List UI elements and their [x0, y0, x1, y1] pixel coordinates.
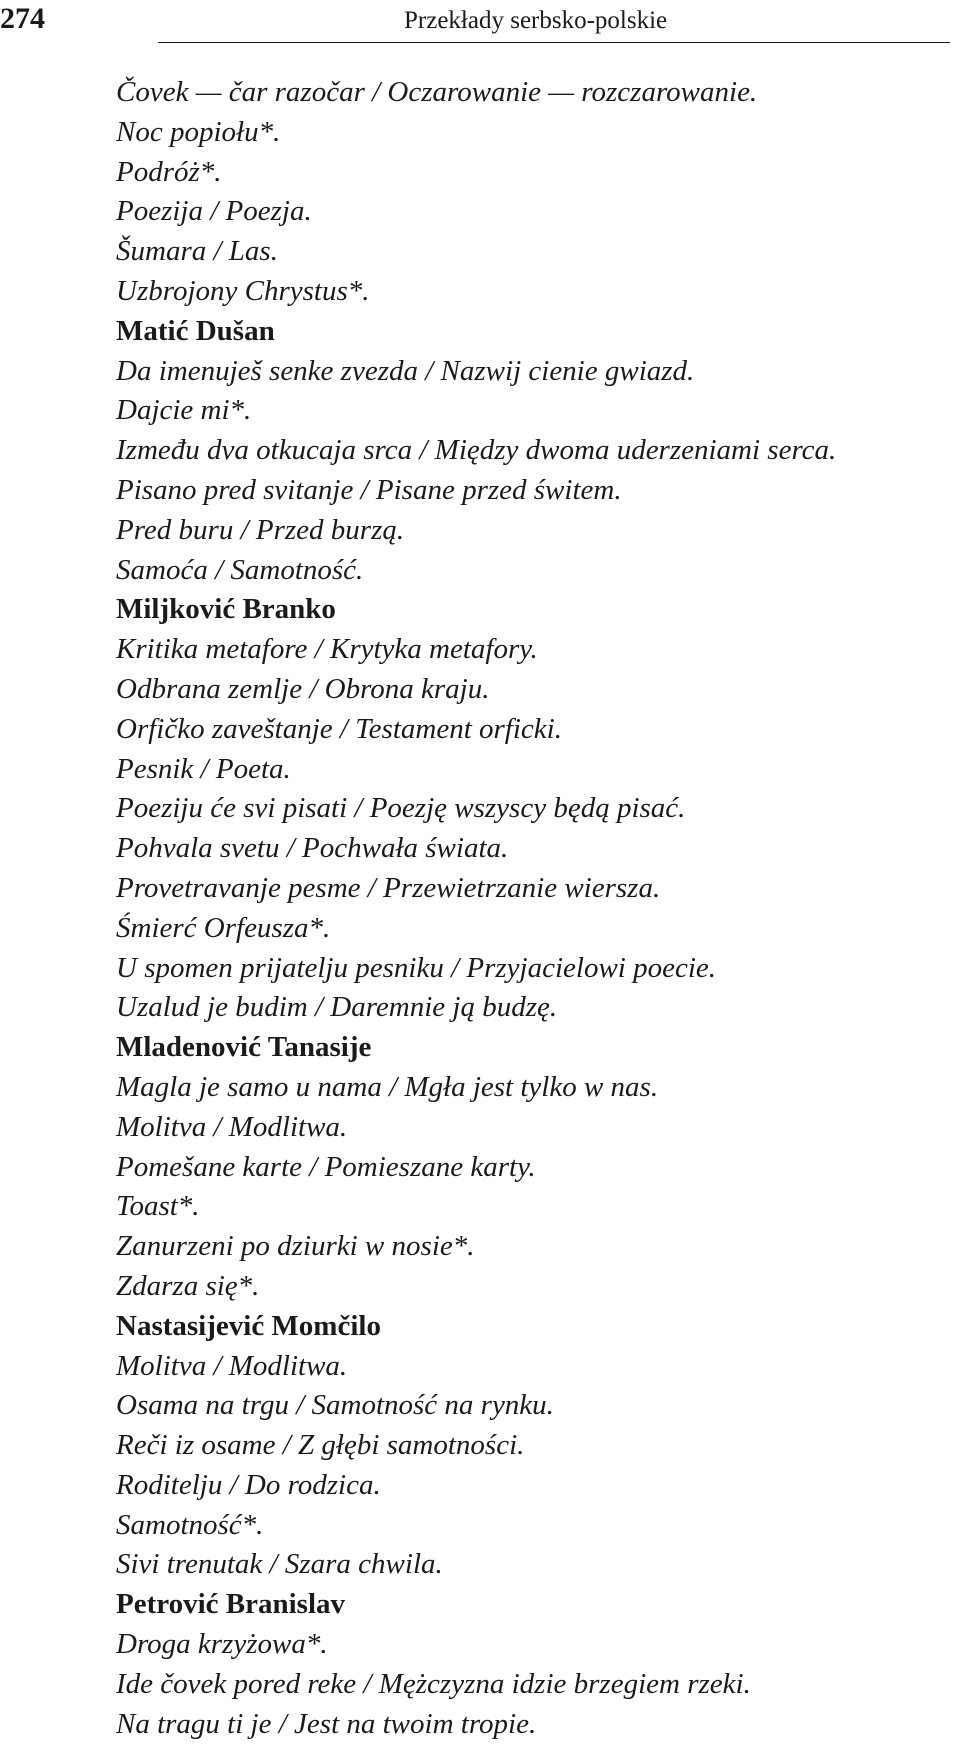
poem-title-entry: Kritika metafore / Krytyka metafory. [116, 633, 538, 666]
poem-title-entry: Čovek — čar razočar / Oczarowanie — rozczarowanie. [116, 76, 758, 108]
poem-title-entry: Samoća / Samotność. [116, 553, 364, 586]
poem-title-entry: Zdarza się*. [116, 1269, 260, 1302]
poem-title-entry: Uzbrojony Chrystus*. [116, 274, 370, 307]
poem-title-entry: Na tragu ti je / Jest na twoim tropie. [116, 1707, 537, 1740]
poem-title-entry: Magla je samo u nama / Mgła jest tylko w nas. [116, 1070, 659, 1103]
poem-title-entry: Reči iz osame / Z głębi samotności. [116, 1429, 525, 1462]
author-heading: Petrović Branislav [116, 1588, 346, 1621]
poem-title-entry: Da imenuješ senke zvezda / Nazwij cienie gwiazd. [116, 354, 695, 387]
poem-title-entry: Sivi trenutak / Szara chwila. [116, 1548, 443, 1581]
poem-title-entry: Molitva / Modlitwa. [116, 1110, 348, 1143]
poem-title-entry: Molitva / Modlitwa. [116, 1349, 348, 1382]
poem-title-entry: Droga krzyżowa*. [116, 1628, 328, 1661]
poem-title-entry: Śmierć Orfeusza*. [116, 911, 331, 944]
running-header: Przekłady serbsko-polskie [404, 7, 668, 34]
header-rule [158, 42, 950, 43]
poem-title-entry: Roditelju / Do rodzica. [116, 1468, 381, 1501]
poem-title-entry: Ide čovek pored reke / Mężczyzna idzie brzegiem rzeki. [116, 1667, 751, 1700]
poem-title-entry: Poezija / Poezja. [116, 195, 312, 228]
poem-title-entry: Osama na trgu / Samotność na rynku. [116, 1389, 554, 1422]
author-heading: Matić Dušan [116, 314, 275, 347]
poem-title-entry: Odbrana zemlje / Obrona kraju. [116, 672, 490, 705]
poem-title-entry: Pred buru / Przed burzą. [116, 513, 405, 546]
poem-title-entry: Pomešane karte / Pomieszane karty. [116, 1150, 536, 1183]
author-heading: Miljković Branko [116, 593, 336, 626]
poem-title-entry: Između dva otkucaja srca / Między dwoma uderzeniami serca. [116, 434, 837, 467]
poem-title-entry: Podróż*. [116, 155, 222, 188]
poem-title-entry: Toast*. [116, 1190, 200, 1223]
poem-title-entry: Pisano pred svitanje / Pisane przed świtem. [116, 473, 622, 506]
page-number: 274 [0, 2, 45, 35]
poem-title-entry: Šumara / Las. [116, 235, 278, 268]
author-heading: Mladenović Tanasije [116, 1031, 372, 1064]
poem-title-entry: Orfičko zaveštanje / Testament orficki. [116, 712, 562, 745]
poem-title-entry: Poeziju će svi pisati / Poezję wszyscy będą pisać. [116, 792, 686, 825]
poem-title-entry: Zanurzeni po dziurki w nosie*. [116, 1230, 475, 1263]
poem-title-entry: Noc popiołu*. [116, 115, 281, 148]
poem-title-entry: Pesnik / Poeta. [116, 752, 291, 785]
poem-title-entry: Uzalud je budim / Daremnie ją budzę. [116, 991, 558, 1024]
poem-title-entry: Dajcie mi*. [116, 394, 252, 427]
poem-title-entry: Samotność*. [116, 1508, 264, 1541]
bibliography-list [116, 73, 956, 1744]
poem-title-entry: U spomen prijatelju pesniku / Przyjacielowi poecie. [116, 951, 717, 984]
poem-title-entry: Pohvala svetu / Pochwała świata. [116, 832, 509, 865]
poem-title-entry: Provetravanje pesme / Przewietrzanie wiersza. [116, 871, 661, 904]
author-heading: Nastasijević Momčilo [116, 1309, 381, 1342]
